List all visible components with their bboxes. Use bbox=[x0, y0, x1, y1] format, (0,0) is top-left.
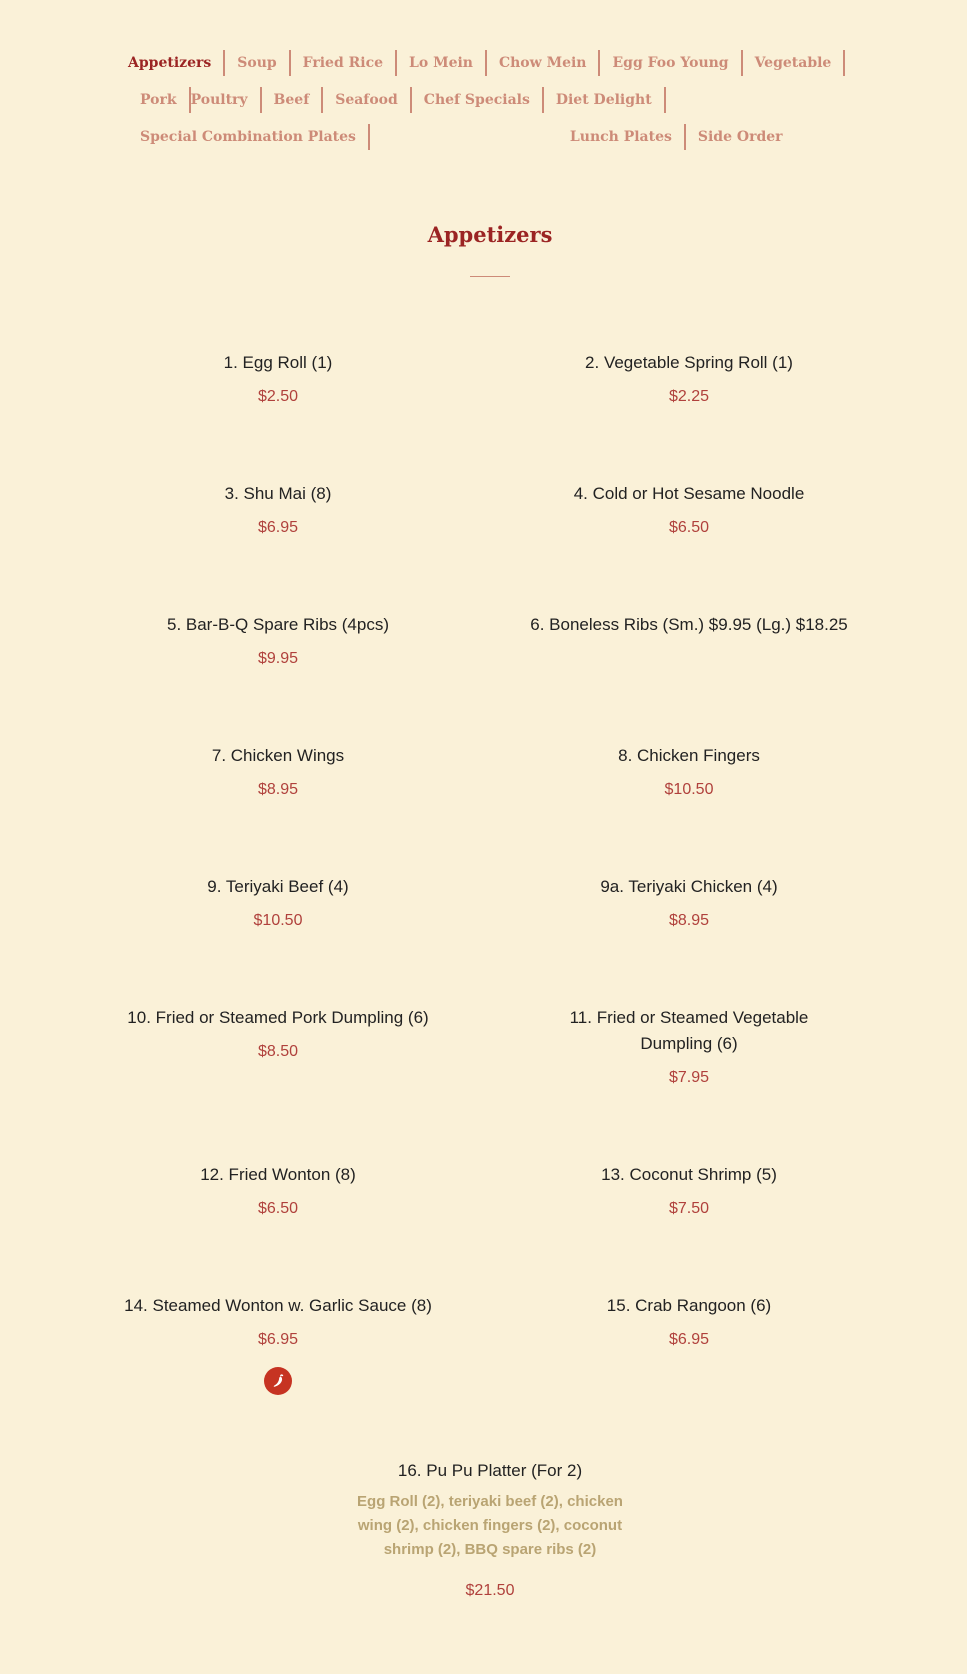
item-price: $8.50 bbox=[257, 1043, 299, 1060]
item-name: 12. Fried Wonton (8) bbox=[200, 1165, 356, 1184]
category-link-fried-rice[interactable]: Fried Rice bbox=[291, 50, 397, 76]
section-title: Appetizers bbox=[427, 222, 553, 247]
menu-item bbox=[108, 743, 448, 799]
category-link-poultry[interactable]: Poultry bbox=[191, 87, 262, 113]
menu-item bbox=[98, 1005, 458, 1061]
item-price: $2.25 bbox=[668, 388, 710, 405]
item-name: 14. Steamed Wonton w. Garlic Sauce (8) bbox=[124, 1296, 432, 1315]
item-name: 2. Vegetable Spring Roll (1) bbox=[585, 353, 793, 372]
item-price: $21.50 bbox=[465, 1582, 515, 1599]
menu-item bbox=[519, 874, 859, 930]
category-link-vegetable[interactable]: Vegetable bbox=[743, 50, 846, 76]
category-link-appetizers[interactable]: Appetizers bbox=[128, 50, 225, 76]
category-link-beef[interactable]: Beef bbox=[262, 87, 324, 113]
category-link-diet-delight[interactable]: Diet Delight bbox=[544, 87, 666, 113]
menu-item bbox=[499, 612, 879, 638]
menu-item bbox=[108, 1162, 448, 1218]
menu-item bbox=[108, 612, 448, 668]
platter-item bbox=[330, 1458, 650, 1600]
menu-item bbox=[519, 1162, 859, 1218]
item-name: 15. Crab Rangoon (6) bbox=[606, 1296, 772, 1315]
menu-item bbox=[108, 350, 448, 406]
item-name: 9a. Teriyaki Chicken (4) bbox=[600, 877, 778, 896]
item-description: Egg Roll (2), teriyaki beef (2), chicken wing (2), chicken fingers (2), coconut shrimp (2), BBQ spare ribs (2) bbox=[357, 1493, 623, 1558]
category-nav bbox=[128, 50, 858, 150]
item-name: 4. Cold or Hot Sesame Noodle bbox=[573, 484, 805, 503]
item-price: $2.50 bbox=[257, 388, 299, 405]
menu-item bbox=[549, 1005, 829, 1087]
menu-item bbox=[519, 1293, 859, 1349]
category-link-lunch-plates[interactable]: Lunch Plates bbox=[570, 124, 686, 150]
item-name: 10. Fried or Steamed Pork Dumpling (6) bbox=[127, 1008, 429, 1027]
item-price: $7.95 bbox=[668, 1069, 710, 1086]
item-price: $8.95 bbox=[257, 781, 299, 798]
item-price: $6.95 bbox=[257, 519, 299, 536]
category-link-special-combination-plates[interactable]: Special Combination Plates bbox=[128, 124, 370, 150]
category-link-soup[interactable]: Soup bbox=[225, 50, 290, 76]
item-name: 5. Bar-B-Q Spare Ribs (4pcs) bbox=[166, 615, 389, 634]
item-price: $10.50 bbox=[664, 781, 714, 798]
item-name: 7. Chicken Wings bbox=[211, 746, 345, 765]
item-name: 16. Pu Pu Platter (For 2) bbox=[397, 1461, 583, 1480]
category-link-side-order[interactable]: Side Order bbox=[697, 129, 783, 145]
category-link-egg-foo-young[interactable]: Egg Foo Young bbox=[600, 50, 742, 76]
item-name: 11. Fried or Steamed Vegetable Dumpling (6) bbox=[569, 1008, 809, 1053]
menu-item bbox=[519, 743, 859, 799]
menu-item bbox=[108, 481, 448, 537]
item-price: $6.95 bbox=[257, 1331, 299, 1348]
chili-pepper-icon bbox=[270, 1373, 286, 1389]
item-price: $10.50 bbox=[253, 912, 303, 929]
item-price: $6.50 bbox=[668, 519, 710, 536]
category-link-lo-mein[interactable]: Lo Mein bbox=[397, 50, 487, 76]
category-link-chef-specials[interactable]: Chef Specials bbox=[412, 87, 544, 113]
item-name: 8. Chicken Fingers bbox=[618, 746, 760, 765]
spicy-badge bbox=[264, 1367, 292, 1395]
item-price: $7.50 bbox=[668, 1200, 710, 1217]
item-name: 3. Shu Mai (8) bbox=[224, 484, 332, 503]
item-price: $6.50 bbox=[257, 1200, 299, 1217]
menu-item bbox=[519, 481, 859, 537]
category-link-pork[interactable]: Pork bbox=[128, 87, 191, 113]
section-divider bbox=[470, 276, 510, 277]
item-price: $9.95 bbox=[257, 650, 299, 667]
item-name: 1. Egg Roll (1) bbox=[223, 353, 333, 372]
item-name: 6. Boneless Ribs (Sm.) $9.95 (Lg.) $18.25 bbox=[530, 615, 848, 634]
item-price: $6.95 bbox=[668, 1331, 710, 1348]
item-name: 9. Teriyaki Beef (4) bbox=[207, 877, 349, 896]
category-link-chow-mein[interactable]: Chow Mein bbox=[487, 50, 601, 76]
menu-item bbox=[519, 350, 859, 406]
menu-item bbox=[98, 1293, 458, 1395]
menu-item bbox=[108, 874, 448, 930]
item-price: $8.95 bbox=[668, 912, 710, 929]
category-link-seafood[interactable]: Seafood bbox=[323, 87, 412, 113]
item-name: 13. Coconut Shrimp (5) bbox=[601, 1165, 777, 1184]
